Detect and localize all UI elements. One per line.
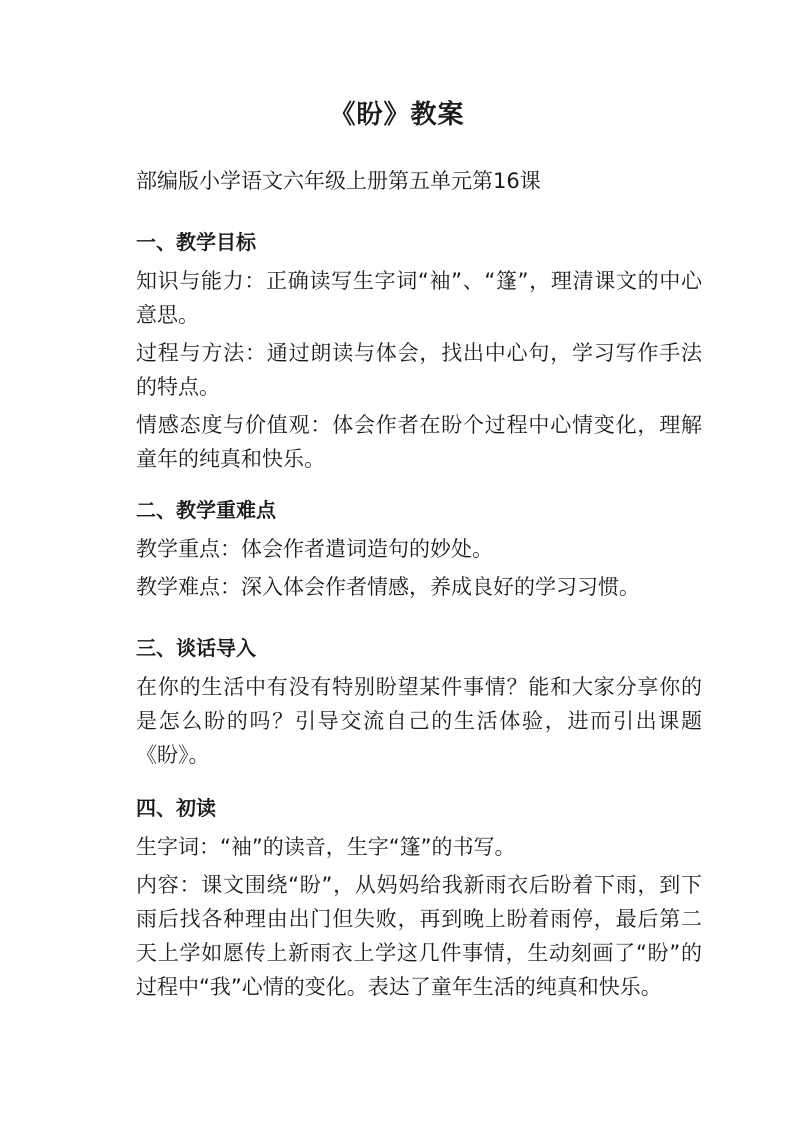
section-heading: 二、教学重难点 bbox=[136, 498, 276, 522]
paragraph-difficult-point: 教学难点：深入体会作者情感，养成良好的学习习惯。 bbox=[136, 575, 640, 599]
paragraph-intro: 在你的生活中有没有特别盼望某件事情？能和大家分享你的是怎么盼的吗？引导交流自己的生活体验，进而引出课题《盼》。 bbox=[136, 675, 702, 767]
section-conversation-intro bbox=[136, 632, 702, 772]
document-title: 《盼》教案 bbox=[329, 100, 465, 130]
section-teaching-goals bbox=[136, 226, 702, 476]
paragraph-knowledge-ability: 知识与能力：正确读写生字词“袖”、“篷”，理清课文的中心意思。 bbox=[136, 269, 702, 327]
paragraph-process-method: 过程与方法：通过朗读与体会，找出中心句，学习写作手法的特点。 bbox=[136, 341, 702, 399]
section-first-reading bbox=[136, 792, 702, 1004]
paragraph-emotion-values: 情感态度与价值观：体会作者在盼个过程中心情变化，理解童年的纯真和快乐。 bbox=[136, 413, 702, 471]
paragraph-content: 内容：课文围绕“盼”，从妈妈给我新雨衣后盼着下雨，到下雨后找各种理由出门但失败，再到晚上盼着雨停，最后第二天上学如愿传上新雨衣上学这几件事情，生动刻画了“盼”的过程中“我”心情的变化。表达了童年生活的纯真和快乐。 bbox=[136, 873, 702, 999]
section-heading: 一、教学目标 bbox=[136, 230, 256, 254]
section-key-difficult-points bbox=[136, 494, 702, 604]
paragraph-new-words: 生字词：“袖”的读音，生字“篷”的书写。 bbox=[136, 835, 516, 859]
document-subtitle: 部编版小学语文六年级上册第五单元第16课 bbox=[136, 169, 541, 193]
paragraph-key-point: 教学重点：体会作者遣词造句的妙处。 bbox=[136, 537, 493, 561]
section-heading: 三、谈话导入 bbox=[136, 636, 256, 660]
section-heading: 四、初读 bbox=[136, 796, 216, 820]
